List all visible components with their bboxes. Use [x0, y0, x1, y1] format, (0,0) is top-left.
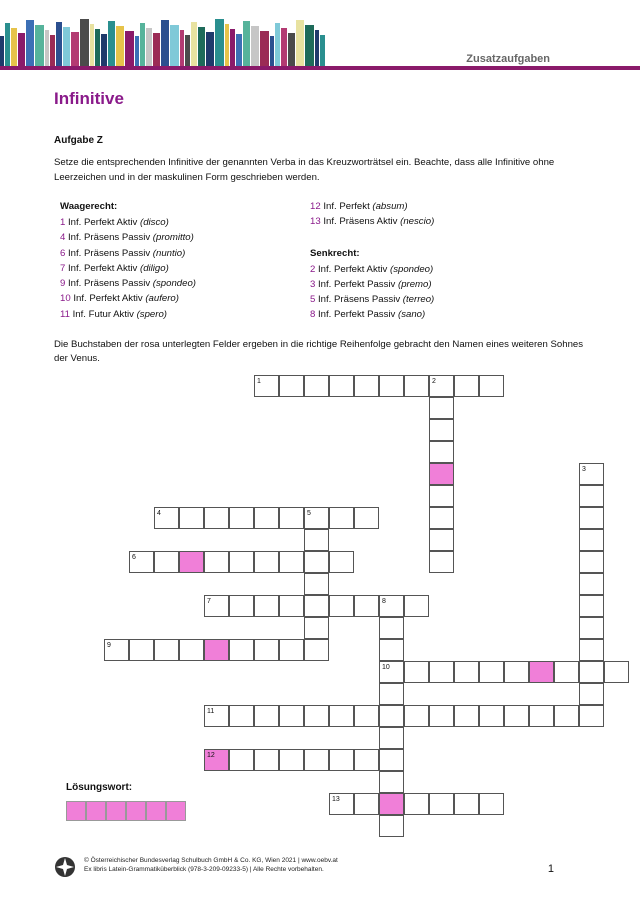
solution-cell[interactable] — [126, 801, 146, 821]
crossword-cell[interactable] — [204, 595, 229, 617]
crossword-cell[interactable] — [579, 705, 604, 727]
crossword-cell[interactable] — [329, 595, 354, 617]
book-spine — [95, 29, 100, 66]
book-spine — [116, 26, 124, 66]
book-spine — [320, 35, 325, 66]
crossword-cell[interactable] — [579, 617, 604, 639]
clue-number: 8 — [310, 309, 319, 321]
crossword-cell[interactable] — [429, 793, 454, 815]
clue-number: 7 — [60, 262, 69, 274]
book-spine — [5, 23, 10, 66]
across-clue-1 — [60, 215, 196, 230]
footer-line-2: Ex libris Latein-Grammatiküberblick (978-3-209-09233-5) | Alle Rechte vorbehalten. — [84, 866, 324, 873]
crossword-cell[interactable] — [179, 639, 204, 661]
book-spine — [296, 20, 304, 66]
book-spine — [125, 31, 134, 66]
crossword-cell[interactable] — [254, 595, 279, 617]
crossword-cell[interactable] — [254, 551, 279, 573]
across-clue-9 — [60, 276, 196, 291]
crossword-cell[interactable] — [204, 507, 229, 529]
book-spine — [161, 20, 169, 66]
cell-number: 2 — [432, 378, 436, 385]
crossword-cell[interactable] — [479, 375, 504, 397]
crossword-cell[interactable] — [154, 551, 179, 573]
crossword-cell-highlighted[interactable] — [179, 551, 204, 573]
crossword-cell[interactable] — [429, 529, 454, 551]
across-clue-7 — [60, 261, 196, 276]
crossword-cell[interactable] — [479, 793, 504, 815]
book-spine — [281, 28, 287, 66]
across-clue-11 — [60, 307, 196, 322]
book-spine — [315, 30, 319, 66]
crossword-cell[interactable] — [379, 705, 404, 727]
book-spine — [270, 36, 274, 66]
crossword-cell[interactable] — [254, 375, 279, 397]
crossword-cell[interactable] — [379, 661, 404, 683]
across-clue-4 — [60, 230, 196, 245]
clue-verb: (promitto) — [152, 232, 194, 244]
crossword-cell-highlighted[interactable] — [529, 661, 554, 683]
book-spine — [140, 23, 145, 66]
crossword-cell[interactable] — [304, 507, 329, 529]
crossword-cell[interactable] — [329, 793, 354, 815]
cell-number: 10 — [382, 664, 390, 671]
crossword-cell[interactable] — [379, 595, 404, 617]
crossword-cell[interactable] — [329, 375, 354, 397]
solution-label: Lösungswort: — [66, 782, 133, 793]
clue-verb: (terreo) — [402, 294, 435, 306]
crossword-cell[interactable] — [304, 639, 329, 661]
crossword-cell[interactable] — [579, 683, 604, 705]
solution-cell[interactable] — [146, 801, 166, 821]
book-spine — [80, 19, 89, 66]
task-title: Aufgabe Z — [54, 135, 103, 146]
crossword-cell[interactable] — [579, 529, 604, 551]
solution-cell[interactable] — [86, 801, 106, 821]
crossword-cell[interactable] — [229, 507, 254, 529]
crossword-cell[interactable] — [454, 661, 479, 683]
book-spine — [230, 29, 235, 66]
clue-text: Inf. Perfekt Aktiv — [73, 293, 146, 305]
book-spine — [108, 21, 115, 66]
crossword-cell[interactable] — [404, 793, 429, 815]
clue-number: 11 — [60, 308, 73, 320]
crossword-cell[interactable] — [329, 551, 354, 573]
crossword-cell[interactable] — [404, 661, 429, 683]
crossword-cell[interactable] — [579, 595, 604, 617]
book-spine — [26, 20, 34, 66]
clue-text: Inf. Präsens Passiv — [68, 247, 153, 259]
crossword-cell[interactable] — [529, 705, 554, 727]
crossword-cell[interactable] — [379, 749, 404, 771]
crossword-cell[interactable] — [229, 639, 254, 661]
book-spine — [56, 22, 62, 66]
task-instruction: Setze die entsprechenden Infinitive der genannten Verba in das Kreuzworträtsel ein. Beachte, dass alle Infinitive ohne Leerzeichen und in der maskulinen Form geschrieben werden. — [54, 157, 555, 183]
crossword-cell[interactable] — [154, 639, 179, 661]
crossword-cell[interactable] — [304, 529, 329, 551]
book-spine — [170, 25, 179, 66]
crossword-cell[interactable] — [304, 749, 329, 771]
book-spine — [101, 34, 107, 66]
crossword-cell[interactable] — [279, 507, 304, 529]
crossword-cell[interactable] — [304, 705, 329, 727]
crossword-cell[interactable] — [379, 617, 404, 639]
crossword-cell[interactable] — [179, 507, 204, 529]
crossword-cell-highlighted[interactable] — [204, 639, 229, 661]
book-spine — [18, 33, 25, 66]
crossword-cell[interactable] — [254, 507, 279, 529]
book-spine — [63, 27, 70, 66]
crossword-cell[interactable] — [404, 705, 429, 727]
crossword-cell[interactable] — [429, 661, 454, 683]
footer-copyright — [84, 856, 338, 874]
solution-cell[interactable] — [166, 801, 186, 821]
book-spine — [305, 25, 314, 66]
clue-verb: (diligo) — [140, 262, 169, 274]
crossword-cell[interactable] — [379, 771, 404, 793]
clue-verb: (absum) — [372, 201, 408, 212]
crossword-cell[interactable] — [304, 595, 329, 617]
crossword-cell[interactable] — [204, 551, 229, 573]
book-spine — [45, 30, 49, 66]
clue-number: 3 — [310, 278, 319, 290]
crossword-cell[interactable] — [279, 749, 304, 771]
crossword-cell[interactable] — [429, 507, 454, 529]
crossword-cell[interactable] — [454, 375, 479, 397]
crossword-cell[interactable] — [479, 661, 504, 683]
clue-number: 10 — [60, 293, 74, 305]
clue-verb: (spero) — [136, 308, 167, 320]
crossword-cell[interactable] — [354, 595, 379, 617]
crossword-cell[interactable] — [429, 375, 454, 397]
header-rule — [0, 66, 640, 70]
crossword-cell[interactable] — [204, 705, 229, 727]
crossword-cell[interactable] — [579, 551, 604, 573]
book-spine — [288, 33, 295, 66]
crossword-cell[interactable] — [604, 661, 629, 683]
across-heading: Waagerecht: — [60, 201, 118, 212]
cell-number: 7 — [207, 598, 211, 605]
crossword-cell[interactable] — [304, 573, 329, 595]
crossword-cell[interactable] — [579, 507, 604, 529]
page-number: 1 — [547, 863, 554, 875]
cell-number: 4 — [157, 510, 161, 517]
book-spine — [50, 35, 55, 66]
crossword-cell[interactable] — [229, 595, 254, 617]
crossword-cell[interactable] — [229, 705, 254, 727]
crossword-cell[interactable] — [579, 573, 604, 595]
crossword-cell[interactable] — [354, 793, 379, 815]
book-spine — [198, 27, 205, 66]
book-spine — [11, 28, 17, 66]
footer-line-1: © Österreichischer Bundesverlag Schulbuch GmbH & Co. KG, Wien 2021 | www.oebv.at — [84, 857, 338, 864]
crossword-cell[interactable] — [429, 419, 454, 441]
book-spine — [260, 31, 269, 66]
clue-text: Inf. Perfekt Passiv — [318, 309, 398, 321]
cell-number: 8 — [382, 598, 386, 605]
solution-cell[interactable] — [66, 801, 86, 821]
crossword-cell[interactable] — [279, 639, 304, 661]
clue-verb: (disco) — [140, 217, 169, 228]
clue-text: Inf. Präsens Passiv — [68, 232, 153, 244]
book-spine — [236, 34, 242, 66]
crossword-cell[interactable] — [579, 661, 604, 683]
crossword-cell[interactable] — [254, 705, 279, 727]
book-spine — [251, 26, 259, 66]
crossword-cell[interactable] — [154, 507, 179, 529]
crossword-cell[interactable] — [379, 727, 404, 749]
book-spine — [185, 35, 190, 66]
crossword-cell[interactable] — [304, 551, 329, 573]
crossword-cell[interactable] — [379, 639, 404, 661]
crossword-cell[interactable] — [429, 441, 454, 463]
book-spine — [180, 30, 184, 66]
crossword-cell[interactable] — [304, 617, 329, 639]
across-clue-6 — [60, 246, 196, 261]
clue-text: Inf. Perfekt Passiv — [318, 278, 398, 290]
clue-verb: (spondeo) — [390, 263, 434, 275]
book-spine — [0, 36, 4, 66]
clue-text: Inf. Perfekt — [323, 201, 373, 212]
clue-verb: (nuntio) — [152, 247, 186, 259]
crossword-cell[interactable] — [329, 749, 354, 771]
crossword-cell[interactable] — [579, 485, 604, 507]
down-clue-5 — [310, 292, 434, 307]
clue-number: 1 — [60, 217, 69, 228]
crossword-cell[interactable] — [304, 375, 329, 397]
crossword-cell[interactable] — [429, 705, 454, 727]
clue-text: Inf. Präsens Passiv — [68, 278, 153, 290]
right-clues — [310, 199, 434, 323]
crossword-cell[interactable] — [254, 749, 279, 771]
clue-number: 6 — [60, 247, 69, 259]
book-spine — [215, 19, 224, 66]
clue-number: 12 — [310, 201, 324, 212]
clue-text: Inf. Perfekt Aktiv — [318, 263, 390, 275]
crossword-cell[interactable] — [329, 507, 354, 529]
crossword-cell-highlighted[interactable] — [204, 749, 229, 771]
crossword-cell[interactable] — [379, 375, 404, 397]
crossword-cell[interactable] — [279, 375, 304, 397]
crossword-cell[interactable] — [254, 639, 279, 661]
crossword-cell[interactable] — [354, 705, 379, 727]
crossword-cell[interactable] — [404, 595, 429, 617]
crossword-cell[interactable] — [429, 397, 454, 419]
clue-number: 9 — [60, 278, 69, 290]
clue-text: Inf. Futur Aktiv — [72, 308, 137, 320]
crossword-cell[interactable] — [279, 595, 304, 617]
clue-verb: (premo) — [398, 278, 432, 290]
across-clue-12 — [310, 199, 434, 214]
cell-number: 1 — [257, 378, 261, 385]
down-clue-8 — [310, 307, 434, 322]
clue-text: Inf. Perfekt Aktiv — [68, 262, 140, 274]
across-clue-13 — [310, 214, 434, 229]
section-label: Zusatzaufgaben — [466, 53, 550, 65]
crossword-cell[interactable] — [579, 639, 604, 661]
publisher-logo-icon — [54, 856, 76, 878]
clue-verb: (spondeo) — [152, 278, 196, 290]
clue-number: 5 — [310, 294, 319, 306]
crossword-cell[interactable] — [429, 551, 454, 573]
book-spine — [146, 28, 152, 66]
clue-text: Inf. Präsens Passiv — [318, 294, 403, 306]
book-spine — [35, 25, 44, 66]
cell-number: 6 — [132, 554, 136, 561]
clue-verb: (sano) — [398, 309, 426, 321]
crossword-cell[interactable] — [329, 705, 354, 727]
pink-cells-note: Die Buchstaben der rosa unterlegten Felder ergeben in die richtige Reihenfolge gebracht den Namen eines weiteren Sohnes der Venus. — [54, 339, 584, 364]
crossword-cell[interactable] — [104, 639, 129, 661]
cell-number: 13 — [332, 796, 340, 803]
book-spine — [275, 23, 280, 66]
clue-text: Inf. Präsens Aktiv — [323, 216, 401, 228]
crossword-cell[interactable] — [354, 749, 379, 771]
crossword-cell[interactable] — [554, 661, 579, 683]
crossword-cell[interactable] — [454, 793, 479, 815]
clue-number: 4 — [60, 232, 69, 244]
crossword-cell[interactable] — [504, 705, 529, 727]
crossword-cell[interactable] — [379, 683, 404, 705]
book-spine — [90, 24, 94, 66]
crossword-cell[interactable] — [354, 375, 379, 397]
across-clues — [60, 199, 196, 322]
cell-number: 5 — [307, 510, 311, 517]
crossword-cell[interactable] — [279, 551, 304, 573]
crossword-cell[interactable] — [454, 705, 479, 727]
clue-verb: (aufero) — [145, 293, 179, 305]
cell-number: 9 — [107, 642, 111, 649]
cell-number: 11 — [207, 708, 215, 715]
crossword-cell[interactable] — [129, 551, 154, 573]
crossword-cell[interactable] — [404, 375, 429, 397]
cell-number: 3 — [582, 466, 586, 473]
clue-text: Inf. Perfekt Aktiv — [68, 217, 140, 228]
across-clue-10 — [60, 291, 196, 306]
book-spine — [135, 36, 139, 66]
book-spine — [225, 24, 229, 66]
crossword-cell[interactable] — [479, 705, 504, 727]
crossword-cell[interactable] — [429, 485, 454, 507]
books-banner — [0, 0, 330, 70]
clue-number: 13 — [310, 216, 324, 228]
book-spine — [206, 32, 214, 66]
book-spine — [153, 33, 160, 66]
crossword-cell[interactable] — [229, 551, 254, 573]
book-spine — [71, 32, 79, 66]
clue-verb: (nescio) — [400, 216, 435, 228]
down-clue-3 — [310, 277, 434, 292]
crossword-cell[interactable] — [129, 639, 154, 661]
solution-cell[interactable] — [106, 801, 126, 821]
crossword-cell[interactable] — [354, 507, 379, 529]
crossword-cell[interactable] — [379, 815, 404, 837]
clue-number: 2 — [310, 263, 319, 275]
page-title: Infinitive — [54, 89, 124, 108]
down-heading: Senkrecht: — [310, 247, 360, 259]
down-clue-2 — [310, 262, 434, 277]
crossword-cell[interactable] — [504, 661, 529, 683]
book-spine — [191, 22, 197, 66]
crossword-cell[interactable] — [554, 705, 579, 727]
crossword-cell-highlighted[interactable] — [379, 793, 404, 815]
cell-number: 12 — [207, 752, 215, 759]
crossword-cell-highlighted[interactable] — [429, 463, 454, 485]
crossword-cell[interactable] — [279, 705, 304, 727]
crossword-cell[interactable] — [579, 463, 604, 485]
crossword-cell[interactable] — [229, 749, 254, 771]
book-spine — [243, 21, 250, 66]
